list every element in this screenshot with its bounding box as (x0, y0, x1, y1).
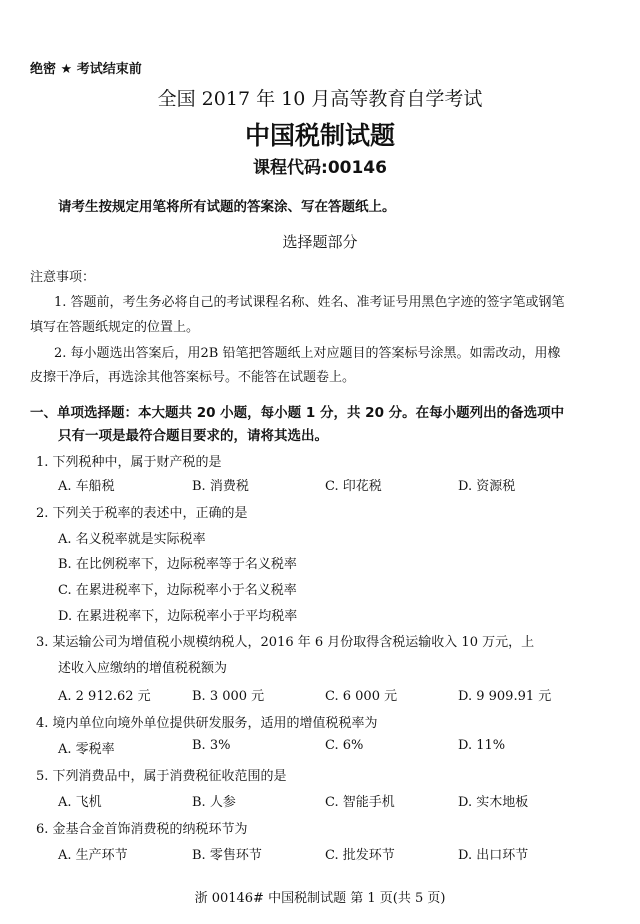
exam-title: 全国 2017 年 10 月高等教育自学考试 (157, 88, 483, 110)
option-b: B. 3 000 元 (192, 689, 265, 704)
option-a: A. 飞机 (58, 795, 102, 810)
question-stem: 5. 下列消费品中，属于消费税征收范围的是 (36, 769, 287, 784)
section-heading-continued: 只有一项是最符合题目要求的，请将其选出。 (58, 428, 328, 444)
option-a: A. 零税率 (58, 742, 115, 757)
option-b: B. 在比例税率下，边际税率等于名义税率 (58, 557, 297, 572)
option-b: B. 消费税 (192, 479, 249, 494)
question-stem: 4. 境内单位向境外单位提供研发服务，适用的增值税税率为 (36, 716, 378, 731)
option-c: C. 印花税 (325, 479, 382, 494)
option-b: B. 3% (192, 738, 231, 753)
note-line: 2. 每小题选出答案后，用2B 铅笔把答题纸上对应题目的答案标号涂黑。如需改动，用橡 (54, 346, 561, 361)
notes-heading: 注意事项： (30, 270, 96, 285)
question-stem-continued: 述收入应缴纳的增值税税额为 (58, 661, 228, 676)
option-d: D. 资源税 (458, 479, 516, 494)
option-b: B. 零售环节 (192, 848, 262, 863)
option-d: D. 在累进税率下，边际税率小于平均税率 (58, 609, 298, 624)
option-a: A. 名义税率就是实际税率 (58, 532, 206, 547)
option-a: A. 生产环节 (58, 848, 128, 863)
question-stem: 2. 下列关于税率的表述中，正确的是 (36, 506, 248, 521)
answer-instruction: 请考生按规定用笔将所有试题的答案涂、写在答题纸上。 (58, 199, 396, 215)
option-c: C. 智能手机 (325, 795, 395, 810)
option-d: D. 出口环节 (458, 848, 529, 863)
section-heading: 一、单项选择题：本大题共 20 小题，每小题 1 分，共 20 分。在每小题列出的备选项中 (30, 405, 565, 421)
note-line: 1. 答题前，考生务必将自己的考试课程名称、姓名、准考证号用黑色字迹的签字笔或钢笔 (54, 295, 565, 310)
option-d: D. 11% (458, 738, 506, 753)
option-d: D. 实木地板 (458, 795, 529, 810)
question-stem: 1. 下列税种中，属于财产税的是 (36, 455, 222, 470)
question-stem: 6. 金基合金首饰消费税的纳税环节为 (36, 822, 248, 837)
option-c: C. 在累进税率下，边际税率小于名义税率 (58, 583, 297, 598)
note-line: 皮擦干净后，再选涂其他答案标号。不能答在试题卷上。 (30, 370, 356, 385)
option-a: A. 车船税 (58, 479, 115, 494)
option-c: C. 6 000 元 (325, 689, 398, 704)
subject-title: 中国税制试题 (244, 121, 395, 150)
part-title: 选择题部分 (282, 233, 358, 251)
option-c: C. 6% (325, 738, 364, 753)
note-line: 填写在答题纸规定的位置上。 (30, 320, 200, 335)
confidential-note: 绝密 ★ 考试结束前 (30, 62, 142, 77)
option-c: C. 批发环节 (325, 848, 395, 863)
question-stem: 3. 某运输公司为增值税小规模纳税人，2016 年 6 月份取得含税运输收入 10 万元，上 (36, 635, 535, 650)
option-a: A. 2 912.62 元 (58, 689, 151, 704)
option-d: D. 9 909.91 元 (458, 689, 552, 704)
option-b: B. 人参 (192, 795, 236, 810)
page-footer: 浙 00146# 中国税制试题 第 1 页(共 5 页) (194, 891, 446, 906)
course-code: 课程代码:00146 (253, 158, 387, 178)
